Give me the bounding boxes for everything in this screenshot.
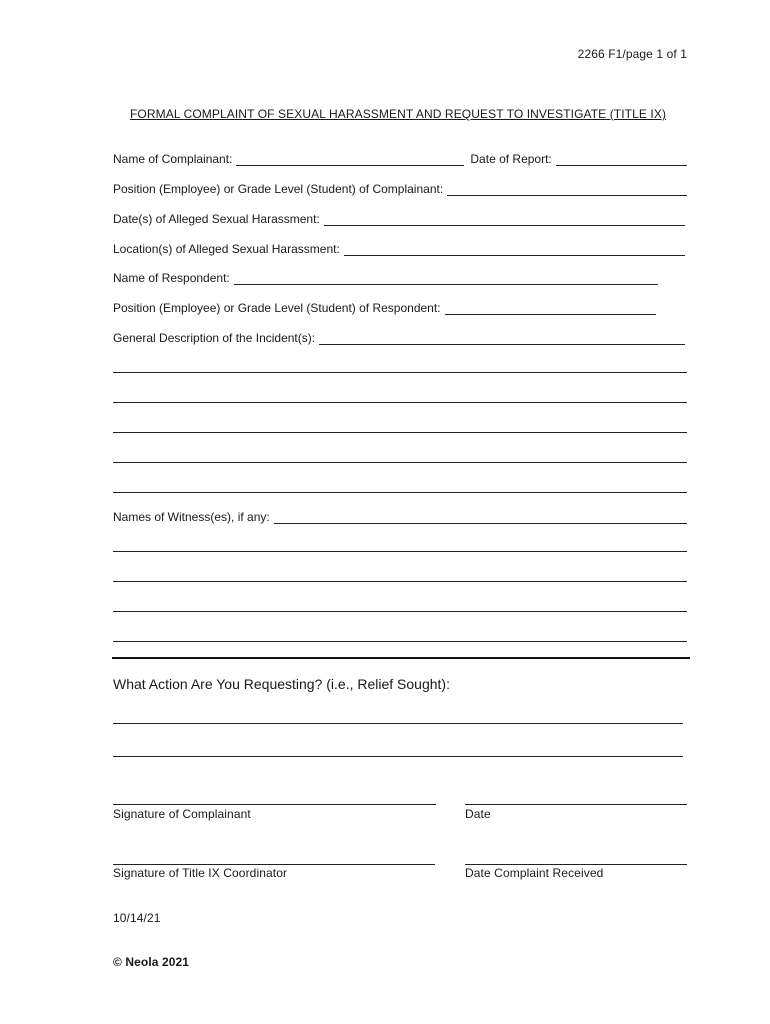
witnesses-row xyxy=(113,508,687,524)
description-label: General Description of the Incident(s): xyxy=(113,331,316,345)
locations-alleged-row xyxy=(113,240,685,256)
respondent-name-field[interactable] xyxy=(234,272,658,285)
description-line-2[interactable] xyxy=(113,402,687,403)
section-divider xyxy=(112,657,690,659)
witnesses-label: Names of Witness(es), if any: xyxy=(113,510,270,524)
witnesses-line-3[interactable] xyxy=(113,611,687,612)
complainant-name-row xyxy=(113,150,687,166)
action-line-2[interactable] xyxy=(113,756,683,757)
description-line-1[interactable] xyxy=(113,372,687,373)
witnesses-line-4[interactable] xyxy=(113,641,687,642)
dates-alleged-field[interactable] xyxy=(324,213,685,226)
complainant-position-label: Position (Employee) or Grade Level (Student) of Complainant: xyxy=(113,182,444,196)
copyright: © Neola 2021 xyxy=(113,955,190,969)
complainant-name-field[interactable] xyxy=(236,153,464,166)
respondent-position-field[interactable] xyxy=(445,302,656,315)
complainant-signature-label: Signature of Complainant xyxy=(113,807,251,821)
coordinator-signature-line[interactable] xyxy=(113,864,435,865)
description-line-4[interactable] xyxy=(113,462,687,463)
description-field[interactable] xyxy=(319,332,685,345)
date-received-label: Date Complaint Received xyxy=(465,866,604,880)
form-title: FORMAL COMPLAINT OF SEXUAL HARASSMENT AND REQUEST TO INVESTIGATE (TITLE IX) xyxy=(130,107,667,121)
witnesses-field[interactable] xyxy=(274,511,687,524)
locations-alleged-field[interactable] xyxy=(344,243,685,256)
date-line[interactable] xyxy=(465,804,687,805)
action-heading: What Action Are You Requesting? (i.e., Relief Sought): xyxy=(113,676,450,692)
respondent-name-label: Name of Respondent: xyxy=(113,271,230,285)
action-line-1[interactable] xyxy=(113,723,683,724)
complainant-position-field[interactable] xyxy=(447,183,687,196)
respondent-position-row xyxy=(113,299,656,315)
complainant-name-label: Name of Complainant: xyxy=(113,152,233,166)
date-of-report-label: Date of Report: xyxy=(470,152,552,166)
page-number: 2266 F1/page 1 of 1 xyxy=(577,47,687,61)
witnesses-line-2[interactable] xyxy=(113,581,687,582)
witnesses-line-1[interactable] xyxy=(113,551,687,552)
locations-alleged-label: Location(s) of Alleged Sexual Harassment: xyxy=(113,242,340,256)
date-received-line[interactable] xyxy=(465,864,687,865)
revision-date: 10/14/21 xyxy=(113,911,161,925)
coordinator-signature-label: Signature of Title IX Coordinator xyxy=(113,866,288,880)
dates-alleged-row xyxy=(113,210,685,226)
respondent-position-label: Position (Employee) or Grade Level (Student) of Respondent: xyxy=(113,301,441,315)
complainant-position-row xyxy=(113,180,687,196)
description-line-5[interactable] xyxy=(113,492,687,493)
date-label: Date xyxy=(465,807,491,821)
complainant-signature-line[interactable] xyxy=(113,804,436,805)
description-row xyxy=(113,329,685,345)
respondent-name-row xyxy=(113,269,658,285)
dates-alleged-label: Date(s) of Alleged Sexual Harassment: xyxy=(113,212,320,226)
date-of-report-field[interactable] xyxy=(556,153,687,166)
description-line-3[interactable] xyxy=(113,432,687,433)
